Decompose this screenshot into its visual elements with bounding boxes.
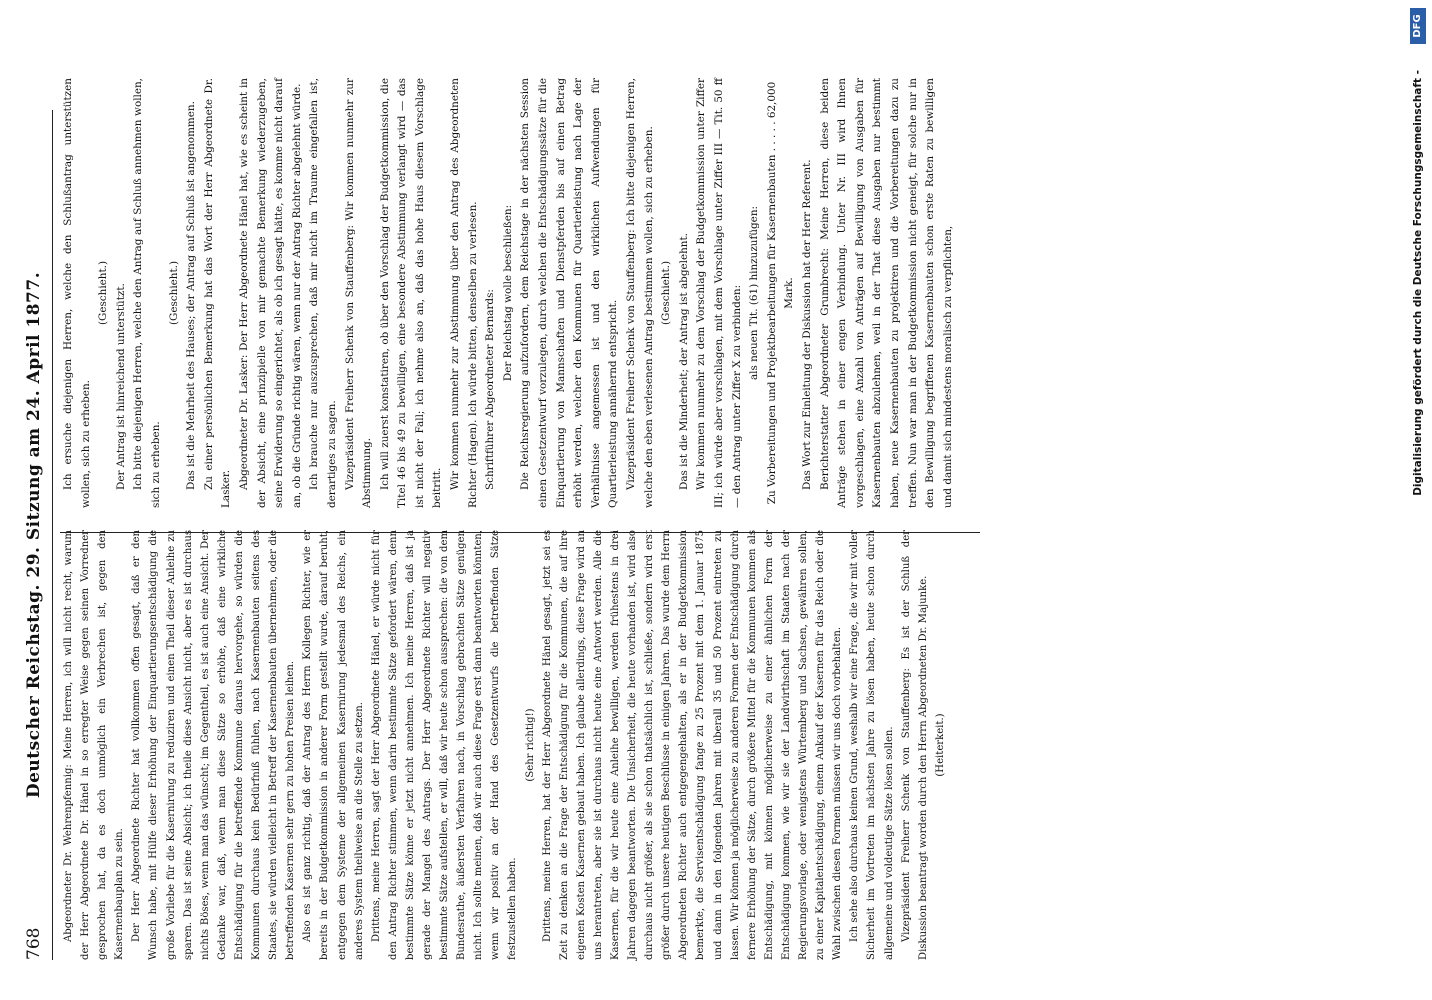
- paragraph: Ich brauche nur auszusprechen, daß mir nicht im Traume eingefallen ist, derartiges zu sagen.: [308, 78, 338, 508]
- stage-direction: Der Reichstag wolle beschließen:: [501, 204, 514, 382]
- stage-direction: Zu Vorbereitungen und Projektbearbeitungen für Kasernenbauten . . . . . 62,000 Mark.: [765, 81, 796, 505]
- paragraph: Wir kommen nunmehr zur Abstimmung über den Antrag des Abgeordneten Richter (Hagen). Ich würde bitten, denselben zu verlesen.: [449, 78, 479, 508]
- column-divider: [60, 532, 980, 533]
- paragraph: Das Wort zur Einleitung der Diskussion hat der Herr Referent.: [800, 159, 813, 490]
- paragraph: Also es ist ganz richtig, daß der Antrag des Herrn Kollegen Richter, wie er bereits in der Budgetkommission in anderer Form gestellt wurde, darauf beruht, entgegen dem Systeme der allgemeinen Kasernirung jedesmal des Reichs, ein anderes System theilweise an die Stelle zu setzen.: [302, 530, 365, 960]
- paragraph: Vizepräsident Freiherr Schenk von Stauffenberg: Wir kommen nunmehr zur Abstimmung.: [343, 78, 374, 508]
- paragraph: Drittens, meine Herren, hat der Herr Abgeordnete Hänel gesagt, jetzt sei es Zeit zu denken an die Frage der Entschädigung für die Kommunen, die auf ihre eigenen Kosten Kasernen gebaut haben. Ich glaube allerdings, diese Frage wird an uns herantreten, aber sie ist durchaus nicht heute eine Antwort werden. Alle die Kasernen, für die wir heute eine Anleihe bewilligen, werden frühestens in drei Jahren dagegen beantworten. Die Unsicherheit, die heute vorhanden ist, wird also durchaus nicht größer, als sie schon thatsächlich ist, schließe, sondern wird erst größer durch unsere heutigen Beschlüsse in einigen Jahren. Das wurde dem Herrn Abgeordneten Richter auch entgegengehalten, als er in der Budgetkommission bemerkte, die Servisentschädigung fange zu 25 Prozent mit dem 1. Januar 1875 und dann in den folgenden Jahren mit überall 35 und 50 Prozent eintreten zu lassen. Wir können ja möglicherweise zu anderen Formen der Entschädigung durch fernere Erhöhung der Sätze, durch größere Mittel für die Kommunen kommen als Entschädigung, mit können möglicherweise zu einer ähnlichen Form der Entschädigung kommen, wie wir sie der Landwirthschaft im Staaten nach der Regierungsvorlage, oder wenigstens Würtemberg und Sachsen, gewähren sollen, zu einer Kapitalentschädigung, einem Ankauf der Kasernen für das Reich oder die Wahl zwischen diesen Formen müssen wir uns doch vorbehalten.: [541, 530, 844, 960]
- page-title: Deutscher Reichstag. 29. Sitzung am 24. April 1877.: [24, 271, 44, 799]
- stage-direction: (Geschieht.): [660, 260, 673, 326]
- paragraph: Die Reichsregierung aufzufordern, dem Reichstage in der nächsten Session einen Gesetzentwurf vorzulegen, durch welchen die Entschädigungssätze für die Einquartierung von Mannschaften und Dienstpferden bis auf einen Betrag erhöht werden, welcher den Kommunen für Quartierleistung nach Lage der Verhältnisse angemessen ist und den wirklichen Aufwendungen für Quartierleistung annähernd entspricht.: [519, 78, 620, 508]
- paragraph: Ich will zuerst konstatiren, ob über den Vorschlag der Budgetkommission, die Titel 46 bis 49 zu bewilligen, eine besondere Abstimmung verlangt wird — das ist nicht der Fall; ich nehme also an, daß das hohe Haus diesem Vorschlage beitritt.: [378, 78, 444, 508]
- paragraph: Das ist die Mehrheit des Hauses; der Antrag auf Schluß ist angenommen.: [185, 101, 198, 490]
- paragraph: Berichterstatter Abgeordneter Grumbrecht: Meine Herren, diese beiden Anträge stehen in einer engen Verbindung. Unter Nr. III wird Ihnen vorgeschlagen, eine Anzahl von Anträgen auf Bewilligung von Ausgaben für Kasernenbauten abzulehnen, weil in der That diese Ausgaben nur bestimmt haben, neue Kasernenbauten zu projektiren und die Vorbereitungen dazu zu treffen. Nun war man in der Budgetkommission nicht geneigt, für solche nur in den Bewilligung begriffenen Kasernenbauten schon erste Raten zu bewilligen und damit sich mindestens moralisch zu verpflichten,: [818, 78, 954, 508]
- right-column: [60, 78, 980, 508]
- paragraph: Vizepräsident Freiherr Schenk von Stauffenberg: Ich bitte diejenigen Herren, welche den eben verlesenen Antrag bestimmen wollen, sich zu erheben.: [625, 78, 655, 508]
- paragraph: Der Antrag ist hinreichend unterstützt.: [114, 283, 127, 490]
- stage-direction: (Geschieht.): [167, 260, 180, 326]
- left-column: [60, 530, 980, 960]
- paragraph: Schriftführer Abgeordneter Bernards:: [484, 289, 497, 490]
- paragraph: Drittens, meine Herren, sagt der Herr Abgeordnete Hänel, er würde nicht für den Antrag Richter stimmen, wenn darin bestimmte Sätze gefordert wären, denn bestimmte Sätze könne er jetzt nicht annehmen. Ich meine Herren, daß ist ja gerade der Mangel des Antrags. Der Herr Abgeordnete Richter will negativ bestimmte Sätze aufstellen, er will, daß wir heute schon aussprechen: die von dem Bundesrathe, äußersten Verfahren nach, in Vorschlag gebrachten Sätze genügen nicht. Ich sollte meinen, daß wir auch diese Frage erst dann beantworten könnten, wenn wir positiv an der Hand des Gesetzentwurfs die betreffenden Sätze festzustellen haben.: [370, 530, 519, 960]
- stage-direction: (Heiterkeit.): [934, 713, 946, 777]
- paragraph: Der Herr Abgeordnete Richter hat vollkommen offen gesagt, daß er den Wunsch habe, mit Hülfe dieser Erhöhung der Einquartierungsentschädigung die große Vorliebe für die Kasernirung zu reduziren und einen Theil dieser Anleihe zu sparen. Das ist seine Absicht; ich theile diese Ansicht nicht, aber es ist durchaus nichts Böses, wenn man das wünscht; im Gegentheil, es ist auch eine Ansicht. Der Gedanke war, daß, wenn man diese Sätze so erhöhe, daß eine wirkliche Entschädigung für die betreffende Kommune daraus hervorgehe, so würden die Kommunen durchaus kein Bedürfniß fühlen, nach Kasernenbauten seitens des Staates, sie würden vielleicht in Betreff der Kasernenbauten übernehmen, oder die betreffenden Kasernen sehr gern zu hohen Preisen leihen.: [131, 530, 297, 960]
- paragraph: Ich bitte diejenigen Herren, welche den Antrag auf Schluß annehmen wollen, sich zu erheben.: [132, 78, 162, 508]
- page-number: 768: [24, 927, 44, 960]
- stage-direction: (Geschieht.): [97, 260, 110, 326]
- paragraph: Wir kommen nunmehr zu dem Vorschlag der Budgetkommission unter Ziffer III; ich würde aber vorschlagen, mit dem Vorschlage unter Ziffer III — Tit. 50 ff — den Antrag unter Ziffer X zu verbinden:: [695, 78, 743, 508]
- paragraph: Abgeordneter Dr. Lasker: Der Herr Abgeordnete Hänel hat, wie es scheint in der Absicht, eine prinzipielle von mir gemachte Bemerkung wiederzugeben, seine Erwiderung so eingerichtet, als ob ich gesagt hätte, es komme nicht darauf an, ob die Gründe richtig wären, wenn nur der Antrag Richter abgelehnt würde.: [237, 78, 303, 508]
- paragraph: Das ist die Minderheit; der Antrag ist abgelehnt.: [677, 233, 690, 490]
- stage-direction: als neuen Tit. (61) hinzuzufügen:: [748, 205, 761, 381]
- stage-direction: (Sehr richtig!): [524, 708, 536, 782]
- paragraph: Ich ersuche diejenigen Herren, welche den Schlußantrag unterstützen wollen, sich zu erheben.: [62, 78, 92, 508]
- paragraph: Zu einer persönlichen Bemerkung hat das Wort der Herr Abgeordnete Dr. Lasker.: [202, 78, 233, 508]
- digitization-credit: Digitalisierung gefördert durch die Deutsche Forschungsgemeinschaft -: [1412, 70, 1424, 496]
- paragraph: Ich sehe also durchaus keinen Grund, weshalb wir eine Frage, die wir mit voller Sicherheit im Vortreten im nächsten Jahre zu lösen haben, heute schon durch allgemeine und voldeutige Sätze lösen sollen.: [849, 530, 895, 960]
- paragraph: Vizepräsident Freiherr Schenk von Stauffenberg: Es ist der Schluß der Diskussion beantragt worden durch den Herrn Abgeordneten Dr. Majunke.: [900, 530, 929, 960]
- page-header: [18, 110, 53, 960]
- dfg-logo: DFG: [1410, 8, 1426, 44]
- paragraph: Abgeordneter Dr. Wehrenpfennig: Meine Herren, ich will nicht recht, warum der Herr Abgeordnete Dr. Hänel in so erregter Weise gegen seinen Vorredner gesprochen hat, da es doch unmöglich ein Verbrechen ist, gegen den Kasernenbauplan zu sein.: [63, 530, 126, 960]
